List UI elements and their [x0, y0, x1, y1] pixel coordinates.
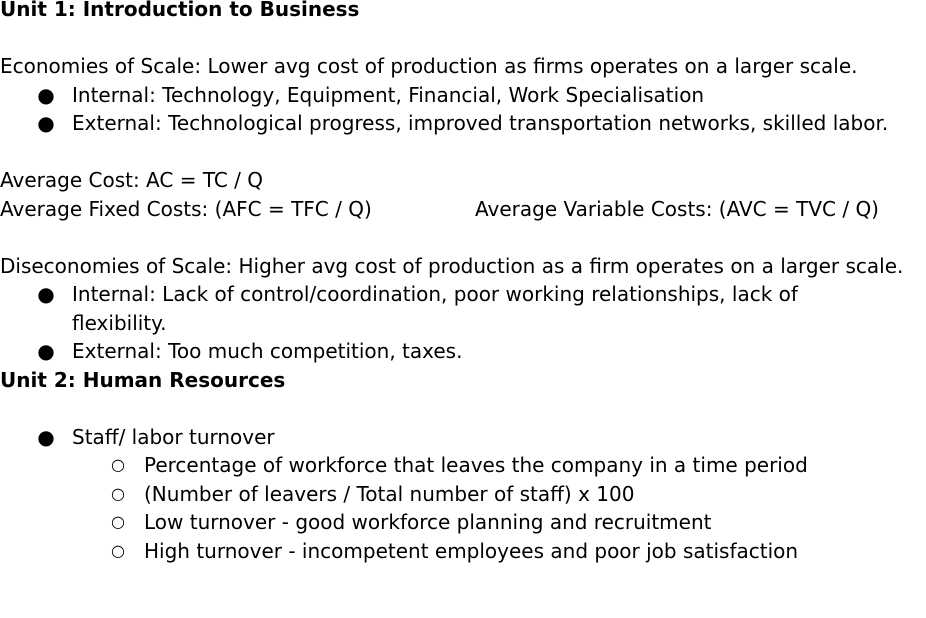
economies-internal-text: Internal: Technology, Equipment, Financial, Work Specialisation: [72, 82, 705, 107]
spacer: [0, 223, 926, 252]
list-item: [0, 109, 926, 138]
bullet-icon: ●: [37, 111, 55, 135]
unit1-heading: Unit 1: Introduction to Business: [0, 0, 360, 21]
spacer: [0, 138, 926, 167]
turnover-definition-text: Percentage of workforce that leaves the company in a time period: [144, 453, 808, 477]
sub-bullet-icon: ○: [111, 540, 125, 560]
bullet-icon: ●: [37, 339, 55, 363]
sub-bullet-icon: ○: [111, 483, 125, 503]
spacer: [0, 394, 926, 423]
sub-bullet-icon: ○: [111, 455, 125, 474]
high-turnover-text: High turnover - incompetent employees and poor job satisfaction: [144, 538, 799, 563]
list-item: [0, 81, 926, 110]
list-item: [0, 451, 926, 480]
diseconomies-of-scale-text: Diseconomies of Scale: Higher avg cost of production as a firm operates on a larger scale.: [0, 253, 904, 278]
list-item: [0, 280, 926, 337]
low-turnover-text: Low turnover - good workforce planning and recruitment: [144, 510, 712, 534]
average-cost-text: Average Cost: AC = TC / Q: [0, 168, 264, 192]
bullet-icon: ●: [37, 82, 55, 107]
economies-of-scale-text: Economies of Scale: Lower avg cost of production as firms operates on a larger scale.: [0, 54, 858, 78]
spacer: [0, 24, 926, 53]
average-fixed-costs-text: Average Fixed Costs: (AFC = TFC / Q): [0, 196, 372, 221]
diseconomies-external-text: External: Too much competition, taxes.: [72, 339, 463, 363]
list-item: [0, 337, 926, 366]
bullet-icon: ●: [37, 282, 55, 306]
staff-turnover-text: Staff/ labor turnover: [72, 424, 275, 449]
average-variable-costs-text: Average Variable Costs: (AVC = TVC / Q): [475, 196, 879, 221]
unit2-heading: Unit 2: Human Resources: [0, 367, 286, 392]
list-item: [0, 508, 926, 537]
economies-external-text: External: Technological progress, improved transportation networks, skilled labor.: [72, 111, 889, 135]
list-item: [0, 537, 926, 566]
list-item: [0, 423, 926, 452]
list-item: [0, 480, 926, 509]
sub-bullet-icon: ○: [111, 512, 125, 531]
cost-formulas-row: [0, 195, 926, 224]
turnover-formula-text: (Number of leavers / Total number of staff) x 100: [144, 481, 635, 506]
bullet-icon: ●: [37, 424, 55, 449]
diseconomies-internal-text: Internal: Lack of control/coordination, poor working relationships, lack of flexibility.: [72, 282, 798, 335]
